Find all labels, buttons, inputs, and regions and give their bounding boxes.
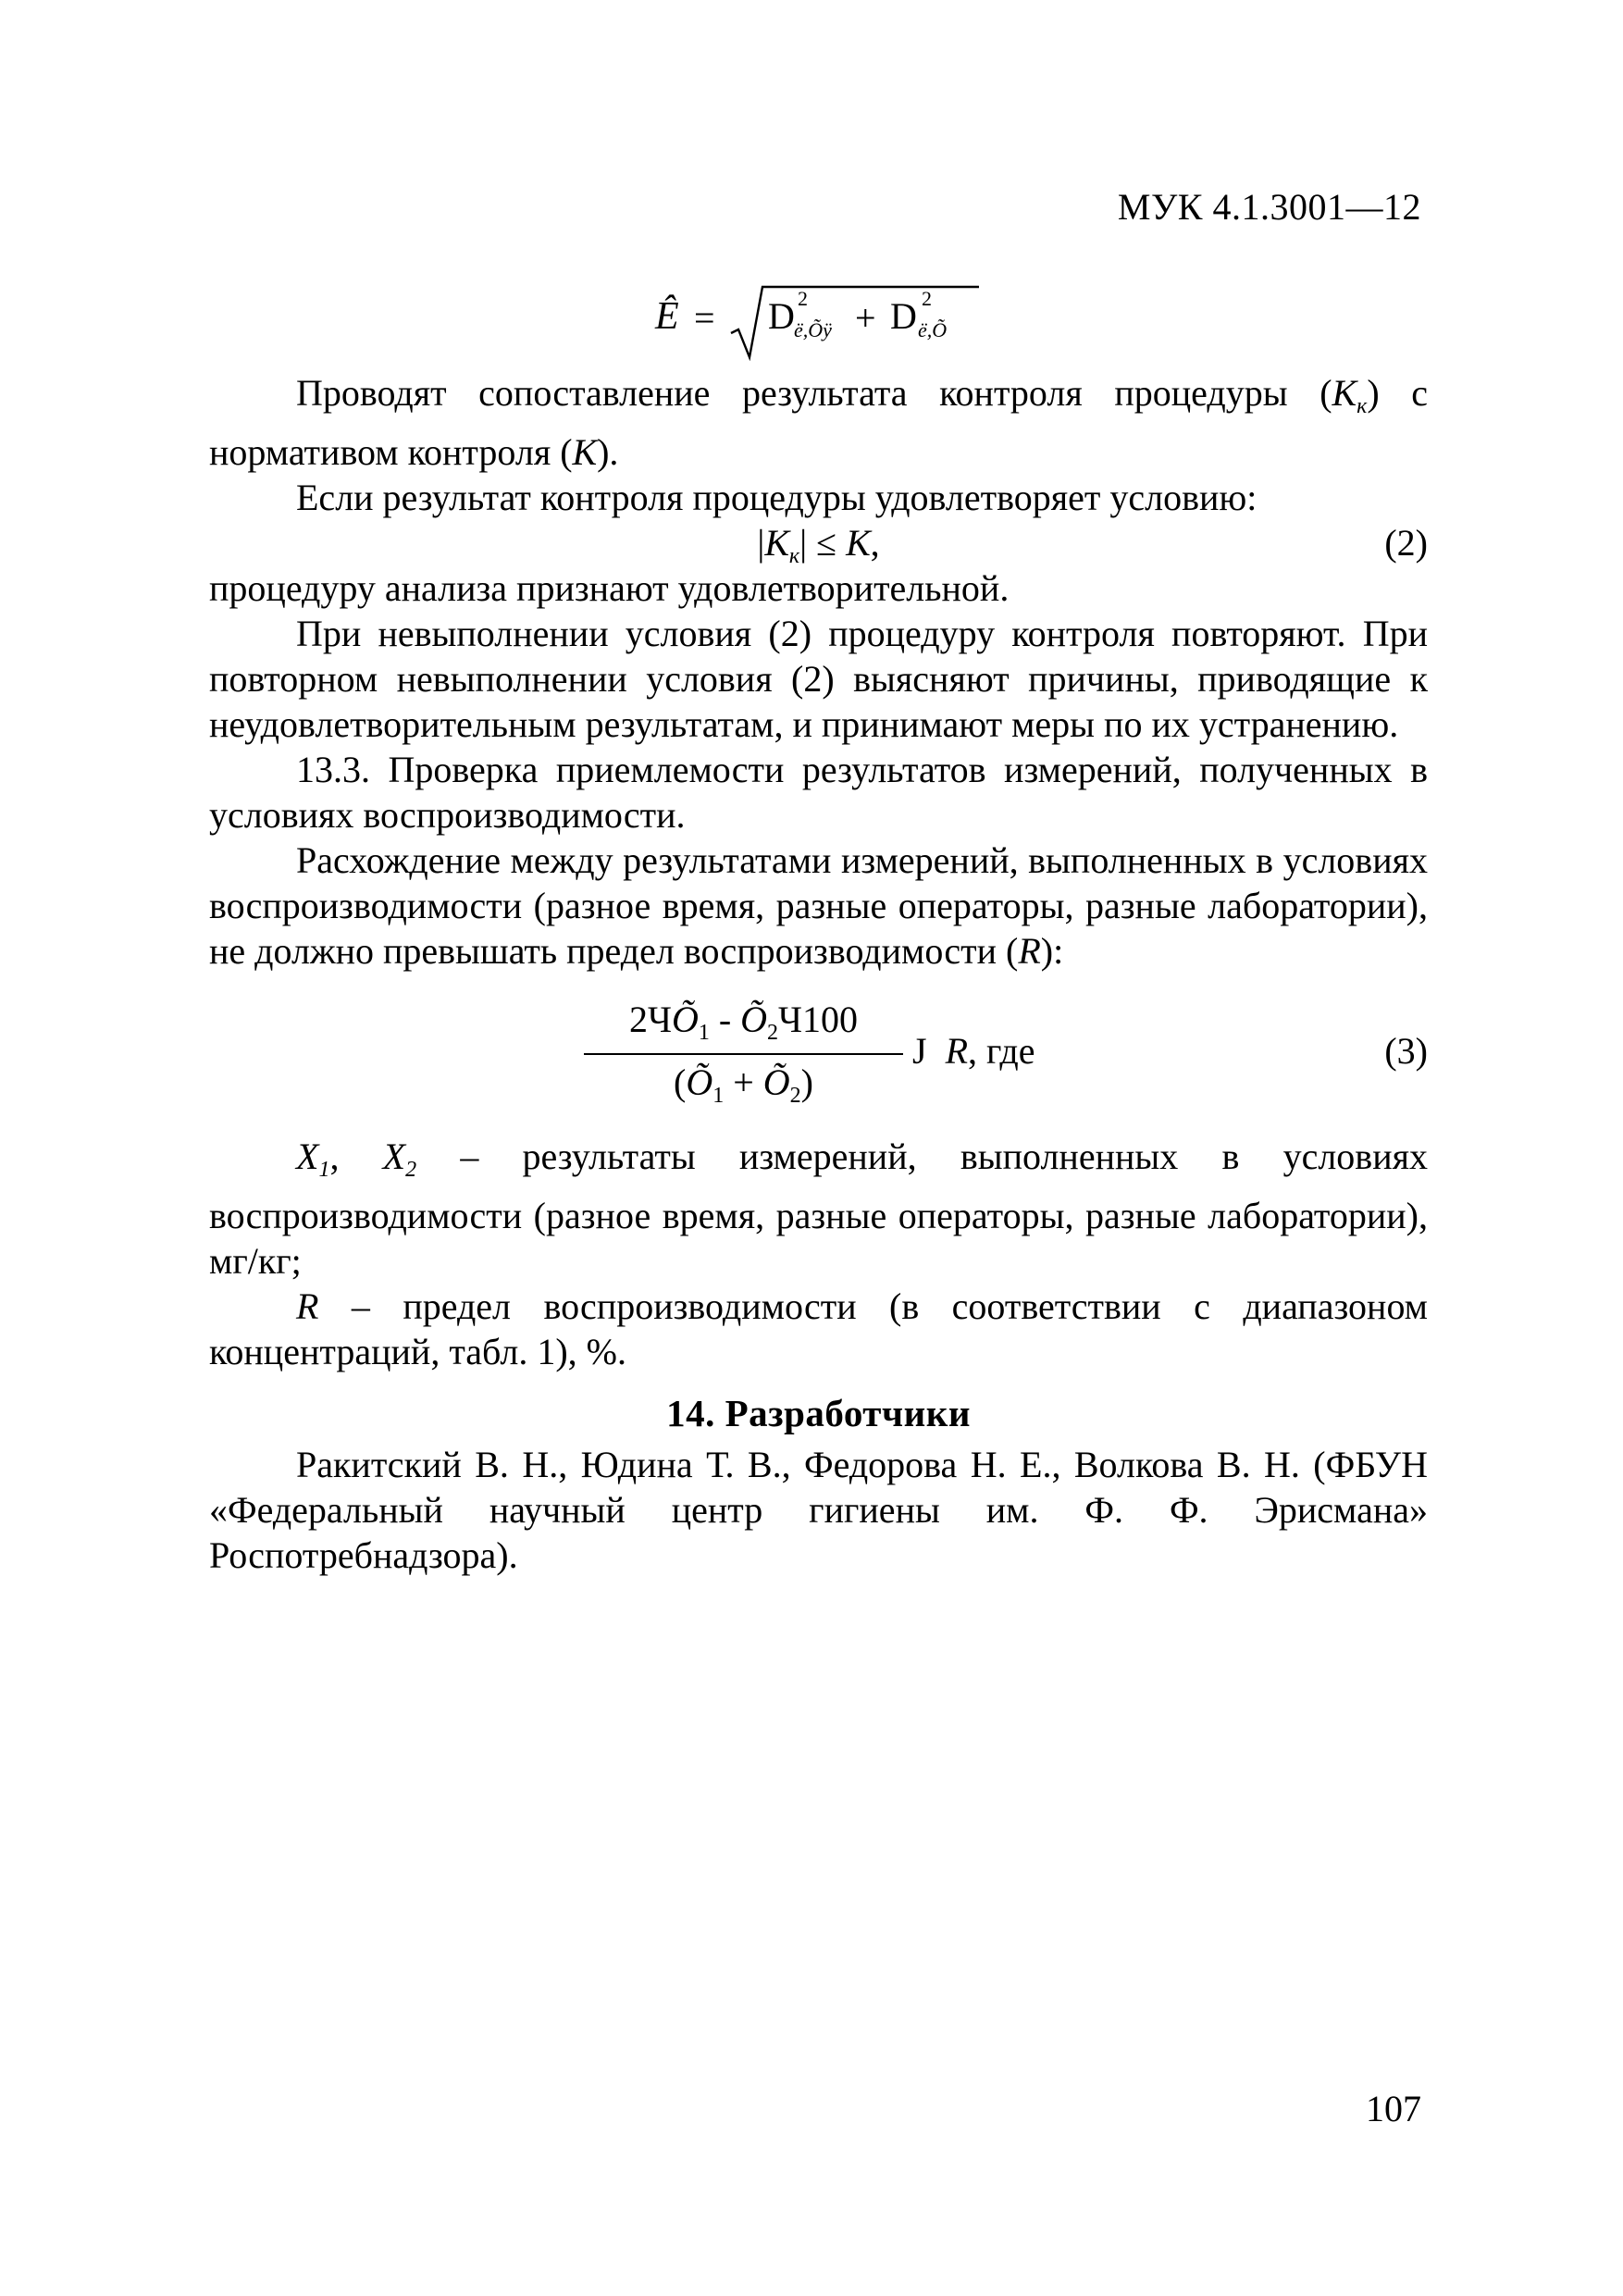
abs-bar-close: |	[799, 522, 808, 564]
numerator-x1: Õ	[671, 999, 699, 1040]
formula-2-comma: ,	[870, 522, 880, 564]
formula-1-lhs: Ê	[655, 295, 679, 338]
spacer	[209, 1374, 1428, 1391]
denominator-paren-close: )	[800, 1061, 813, 1103]
formula-2-k: К	[764, 522, 789, 564]
paragraph-comparison-end: ).	[597, 431, 619, 473]
numerator-x2-subscript: 2	[767, 1021, 779, 1045]
formula-1-sup-1: 2	[798, 287, 808, 310]
paragraph-repeat-control: При невыполнении условия (2) процедуру контроля повторяют. При повторном невыполнении условия (2) выясняют причины, приводящие к неудовлетворительным результатам, и принимают меры по их устранению.	[209, 613, 1428, 745]
formula-3-relation: J	[912, 1030, 927, 1072]
numerator-prefix: 2Ч	[628, 999, 672, 1040]
paragraph-comparison-part-2: ) с нормативом контроля (	[209, 372, 1428, 473]
formula-1-sub-1: ë,Õÿ	[794, 318, 832, 341]
paragraph-comparison-part-1: Проводят сопоставление результата контроля процедуры (	[296, 372, 1332, 414]
formula-1-sup-2: 2	[922, 287, 932, 310]
def-r: R	[296, 1285, 319, 1327]
formula-1-delta-2: D	[890, 295, 917, 337]
def-r-text: – предел воспроизводимости (в соответствии с диапазоном концентраций, табл. 1), %.	[209, 1285, 1428, 1372]
denominator-x2-subscript: 2	[789, 1084, 801, 1108]
paragraph-comparison	[209, 370, 1428, 475]
formula-1	[592, 278, 999, 361]
symbol-k-base: К	[1332, 372, 1357, 414]
denominator-plus: +	[724, 1061, 763, 1103]
def-x2: X	[382, 1136, 406, 1177]
formula-3-denominator	[584, 1061, 903, 1109]
denominator-x1-subscript: 1	[712, 1084, 725, 1108]
document-code-header: МУК 4.1.3001—12	[1117, 186, 1421, 228]
def-x1-subscript: 1	[318, 1158, 330, 1182]
numerator-x1-subscript: 1	[698, 1021, 710, 1045]
section-heading-developers: 14. Разработчики	[666, 1392, 971, 1434]
paragraph-discrepancy-text: Расхождение между результатами измерений, выполненных в условиях воспроизводимости (разное время, разные операторы, разные лаборатории), не должно превышать предел воспроизводимости (	[209, 839, 1428, 972]
formula-3-where: , где	[968, 1030, 1035, 1072]
formula-2-k-subscript: к	[788, 544, 800, 568]
abs-bar-open: |	[757, 522, 765, 564]
symbol-k-norm: К	[572, 431, 598, 473]
symbol-k	[1332, 372, 1368, 418]
formula-1-delta-1: D	[768, 295, 795, 337]
symbol-k-subscript: к	[1357, 394, 1368, 418]
paragraph-discrepancy	[209, 838, 1428, 974]
denominator-x1: Õ	[686, 1061, 713, 1103]
numerator-suffix: Ч100	[778, 999, 859, 1040]
symbol-r: R	[1018, 930, 1041, 972]
fraction-bar	[584, 1053, 903, 1055]
paragraph-section-13-3: 13.3. Проверка приемлемости результатов измерений, полученных в условиях воспроизводимости.	[209, 749, 1428, 836]
formula-2-rhs: К	[846, 522, 871, 564]
formula-1-plus: +	[855, 297, 876, 339]
formula-3	[209, 998, 1428, 1136]
paragraph-x-definition	[209, 1134, 1428, 1284]
def-x-text: – результаты измерений, выполненных в условиях воспроизводимости (разное время, разные операторы, разные лаборатории), мг/кг;	[209, 1136, 1428, 1282]
paragraph-discrepancy-end: ):	[1040, 930, 1064, 972]
body-text-block-1	[209, 370, 1428, 974]
page-number: 107	[1366, 2088, 1421, 2129]
equation-number-2: (2)	[1384, 522, 1428, 564]
formula-2	[209, 520, 1428, 568]
formula-3-r: R	[945, 1030, 969, 1072]
denominator-x2: Õ	[762, 1061, 790, 1103]
paragraph-condition-intro: Если результат контроля процедуры удовлетворяет условию:	[296, 477, 1258, 518]
numerator-x2: Õ	[740, 999, 768, 1040]
formula-3-numerator	[584, 998, 903, 1046]
formula-3-rhs	[912, 1029, 1035, 1073]
paragraph-r-definition	[209, 1284, 1428, 1374]
denominator-paren-open: (	[674, 1061, 687, 1103]
paragraph-procedure-satisfactory: процедуру анализа признают удовлетворительной.	[209, 567, 1010, 609]
paragraph-developers: Ракитский В. Н., Юдина Т. В., Федорова Н. Е., Волкова В. Н. (ФБУН «Федеральный научный центр гигиены им. Ф. Ф. Эрисмана» Роспотребнадзора).	[209, 1444, 1428, 1576]
equation-number-3: (3)	[1384, 1030, 1428, 1072]
numerator-minus: -	[709, 999, 741, 1040]
formula-2-relation: ≤	[807, 522, 847, 564]
formula-2-expression	[209, 520, 1428, 579]
def-x1: X	[296, 1136, 319, 1177]
formula-1-sub-2: ë,Õ	[918, 318, 948, 341]
def-x2-subscript: 2	[405, 1158, 417, 1182]
body-text-block-2	[209, 1134, 1428, 1578]
def-separator: ,	[329, 1136, 383, 1177]
formula-1-equals: =	[694, 297, 715, 339]
